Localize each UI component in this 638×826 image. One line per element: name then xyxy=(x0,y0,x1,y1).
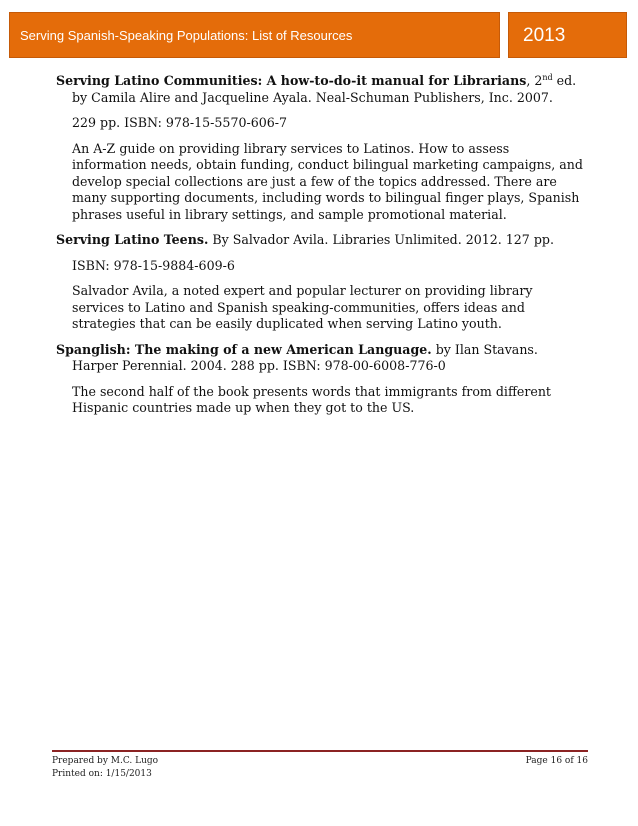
header-title: Serving Spanish-Speaking Populations: List of Resources xyxy=(9,12,500,58)
resource-entry xyxy=(56,342,586,417)
citation xyxy=(56,342,586,375)
printed-on: Printed on: 1/15/2013 xyxy=(52,769,152,779)
description: Salvador Avila, a noted expert and popular lecturer on providing library services to Latino and Spanish speaking-communities, offers ideas and strategies that can be easily duplicated when serving Latino youth. xyxy=(72,283,533,331)
citation-details: By Salvador Avila. Libraries Unlimited. 2012. 127 pp. xyxy=(208,232,554,247)
description: The second half of the book presents words that immigrants from different Hispanic countries made up when they got to the US. xyxy=(72,383,551,415)
edition-prefix: , 2 xyxy=(526,73,543,88)
header-year: 2013 xyxy=(508,12,627,58)
citation xyxy=(56,232,586,249)
page-header xyxy=(9,12,627,58)
resource-list xyxy=(56,73,586,426)
isbn-line: ISBN: 978-15-9884-609-6 xyxy=(72,257,235,273)
resource-entry xyxy=(56,232,586,333)
edition-superscript: nd xyxy=(542,72,553,82)
resource-entry xyxy=(56,73,586,223)
citation xyxy=(56,73,586,106)
citation-details: by Ilan Stavans. Harper Perennial. 2004. 288 pp. ISBN: 978-00-6008-776-0 xyxy=(72,341,538,373)
page-footer xyxy=(52,750,588,781)
prepared-by: Prepared by M.C. Lugo xyxy=(52,756,159,766)
isbn-line: 229 pp. ISBN: 978-15-5570-606-7 xyxy=(72,115,288,130)
book-title: Serving Latino Communities: A how-to-do-it manual for Librarians xyxy=(56,73,527,88)
book-title: Spanglish: The making of a new American Language. xyxy=(56,341,432,357)
description: An A-Z guide on providing library services to Latinos. How to assess information needs, obtain funding, conduct bilingual marketing campaigns, and develop special collections are just a few of the topics addressed. There are many supporting documents, including words to bilingual finger plays, Spanish phrases useful in library settings, and sample promotional material. xyxy=(72,140,583,222)
citation-details: ed. by Camila Alire and Jacqueline Ayala. Neal-Schuman Publishers, Inc. 2007. xyxy=(72,73,577,105)
book-title: Serving Latino Teens. xyxy=(56,232,209,247)
page-number: Page 16 of 16 xyxy=(525,756,588,766)
